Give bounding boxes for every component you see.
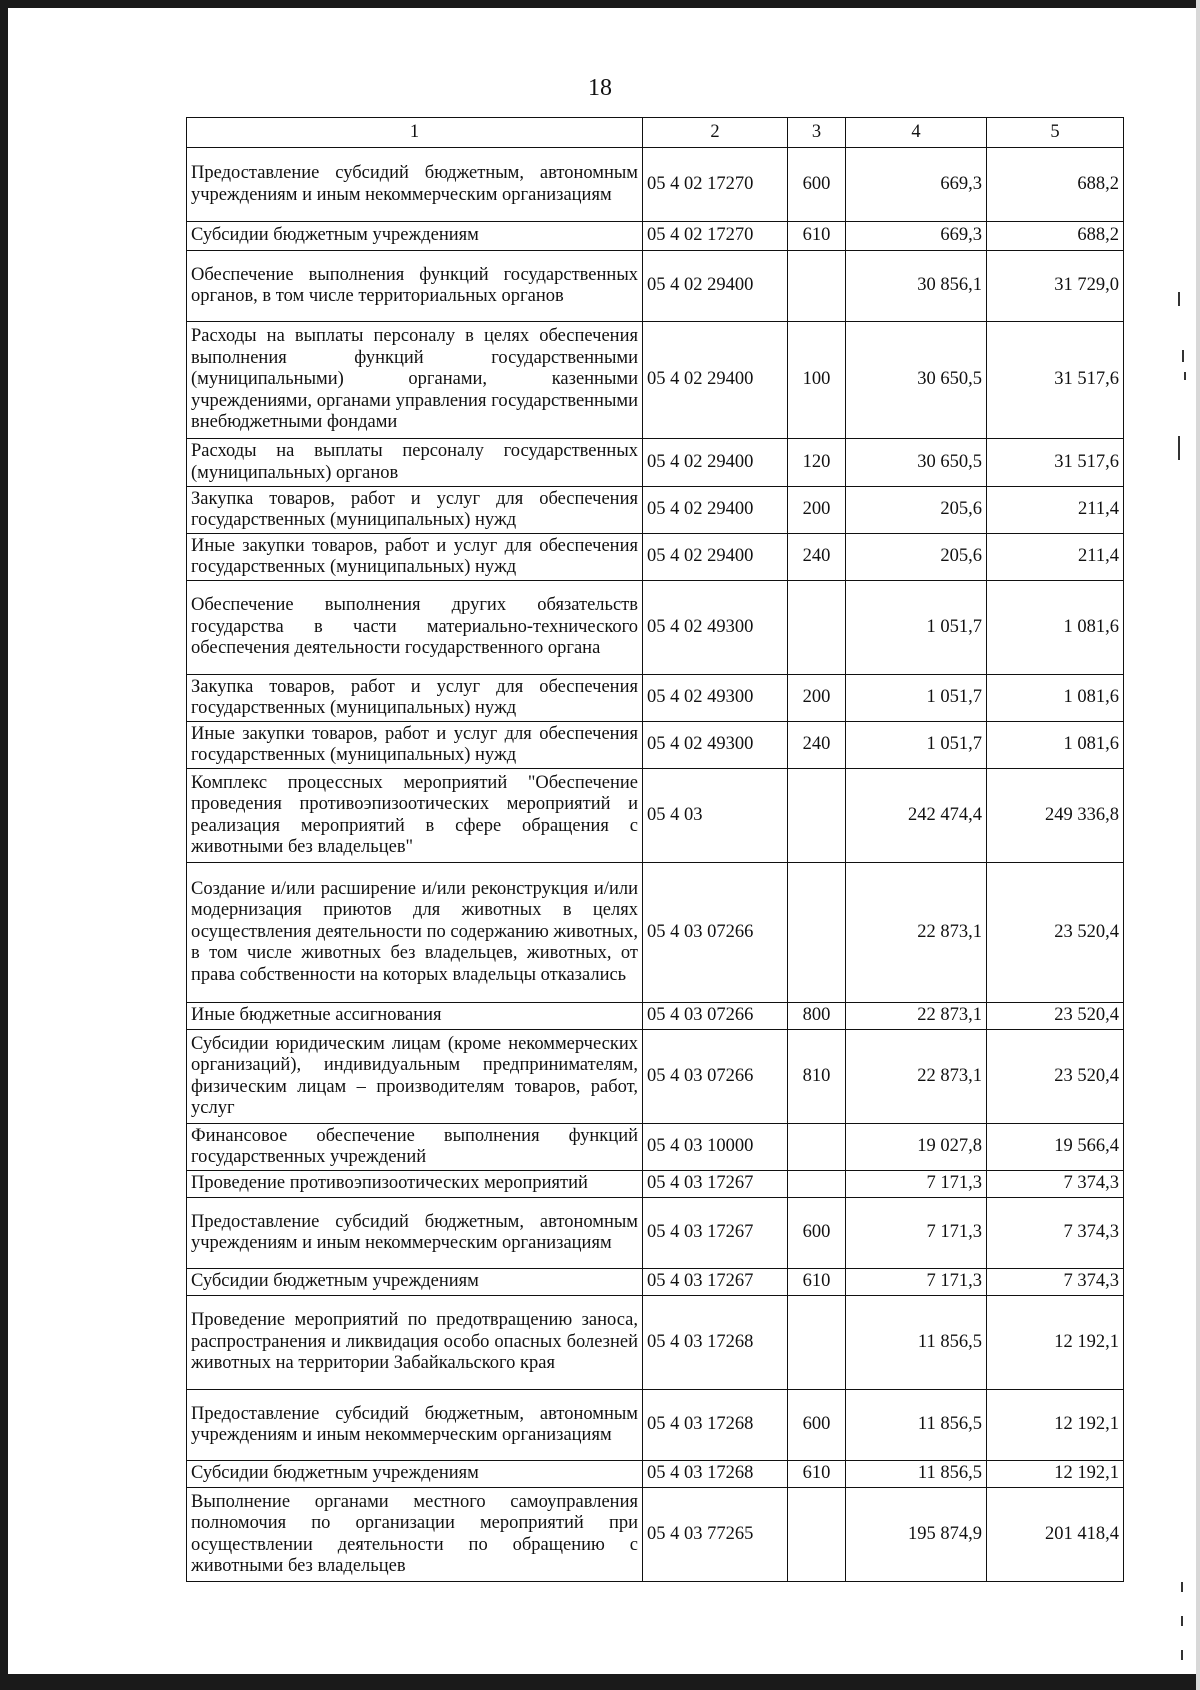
table-row [187,439,1124,487]
row-type-cell [788,1171,846,1198]
table-row [187,1030,1124,1124]
row-value-col5-cell: 7 374,3 [987,1198,1124,1269]
row-value-col4-cell: 1 051,7 [846,722,987,769]
table-row [187,1461,1124,1488]
row-value-col4-cell: 7 171,3 [846,1171,987,1198]
row-value-col5-cell: 23 520,4 [987,863,1124,1003]
table-row [187,1198,1124,1269]
row-value-col5-cell: 23 520,4 [987,1030,1124,1124]
row-value-col4-cell: 669,3 [846,222,987,251]
table-row [187,581,1124,675]
table-row [187,148,1124,222]
row-value-col4-cell: 22 873,1 [846,1030,987,1124]
row-type-cell [788,1124,846,1171]
row-code-cell: 05 4 03 17268 [643,1390,788,1461]
row-name-cell: Расходы на выплаты персоналу государственных (муниципальных) органов [187,439,643,487]
table-row [187,1003,1124,1030]
row-name-cell: Предоставление субсидий бюджетным, автономным учреждениям и иным некоммерческим организациям [187,1198,643,1269]
row-code-cell: 05 4 03 10000 [643,1124,788,1171]
row-code-cell: 05 4 02 17270 [643,222,788,251]
row-name-cell: Расходы на выплаты персоналу в целях обеспечения выполнения функций государственными (муниципальными) органами, казенными учреждениями, органами управления государственными внебюджетными фондами [187,322,643,439]
row-type-cell [788,1296,846,1390]
row-type-cell: 600 [788,1390,846,1461]
row-value-col4-cell: 11 856,5 [846,1390,987,1461]
row-code-cell: 05 4 03 07266 [643,863,788,1003]
table-row [187,534,1124,581]
row-name-cell: Предоставление субсидий бюджетным, автономным учреждениям и иным некоммерческим организациям [187,1390,643,1461]
row-name-cell: Финансовое обеспечение выполнения функций государственных учреждений [187,1124,643,1171]
table-row [187,1390,1124,1461]
row-value-col4-cell: 669,3 [846,148,987,222]
row-value-col4-cell: 205,6 [846,487,987,534]
row-name-cell: Комплекс процессных мероприятий "Обеспечение проведения противоэпизоотических мероприятий и реализация мероприятий в сфере обращения с животными без владельцев" [187,769,643,863]
header-col-3: 3 [788,118,846,148]
row-code-cell: 05 4 02 29400 [643,322,788,439]
row-type-cell: 240 [788,722,846,769]
row-name-cell: Обеспечение выполнения функций государственных органов, в том числе территориальных органов [187,251,643,322]
row-value-col4-cell: 7 171,3 [846,1198,987,1269]
row-type-cell: 610 [788,1461,846,1488]
row-code-cell: 05 4 03 77265 [643,1488,788,1582]
row-code-cell: 05 4 03 07266 [643,1003,788,1030]
row-type-cell: 100 [788,322,846,439]
row-value-col5-cell: 1 081,6 [987,722,1124,769]
row-type-cell [788,251,846,322]
table-row [187,222,1124,251]
scan-border-top [0,0,1200,8]
row-code-cell: 05 4 03 07266 [643,1030,788,1124]
row-value-col4-cell: 30 650,5 [846,322,987,439]
table-header-row [187,118,1124,148]
table-row [187,487,1124,534]
row-value-col5-cell: 12 192,1 [987,1390,1124,1461]
row-type-cell: 610 [788,222,846,251]
scan-mark [1178,292,1180,306]
row-value-col4-cell: 1 051,7 [846,581,987,675]
row-value-col5-cell: 1 081,6 [987,675,1124,722]
row-value-col5-cell: 211,4 [987,534,1124,581]
row-value-col4-cell: 22 873,1 [846,863,987,1003]
header-col-4: 4 [846,118,987,148]
row-type-cell [788,1488,846,1582]
row-type-cell: 200 [788,675,846,722]
row-code-cell: 05 4 03 17267 [643,1198,788,1269]
row-name-cell: Субсидии бюджетным учреждениям [187,1269,643,1296]
row-name-cell: Закупка товаров, работ и услуг для обеспечения государственных (муниципальных) нужд [187,487,643,534]
row-name-cell: Закупка товаров, работ и услуг для обеспечения государственных (муниципальных) нужд [187,675,643,722]
header-col-5: 5 [987,118,1124,148]
row-name-cell: Выполнение органами местного самоуправления полномочия по организации мероприятий при осуществлении деятельности по обращению с животными без владельцев [187,1488,643,1582]
row-code-cell: 05 4 02 29400 [643,534,788,581]
row-type-cell [788,581,846,675]
table-row [187,251,1124,322]
row-code-cell: 05 4 03 [643,769,788,863]
row-name-cell: Проведение мероприятий по предотвращению заноса, распространения и ликвидация особо опасных болезней животных на территории Забайкальского края [187,1296,643,1390]
row-type-cell [788,769,846,863]
table-row [187,863,1124,1003]
row-code-cell: 05 4 02 29400 [643,439,788,487]
header-col-2: 2 [643,118,788,148]
row-value-col4-cell: 242 474,4 [846,769,987,863]
row-type-cell: 120 [788,439,846,487]
budget-table [186,117,1124,1582]
row-value-col4-cell: 30 650,5 [846,439,987,487]
row-type-cell: 200 [788,487,846,534]
row-value-col4-cell: 22 873,1 [846,1003,987,1030]
row-value-col5-cell: 688,2 [987,222,1124,251]
row-code-cell: 05 4 02 49300 [643,581,788,675]
row-value-col4-cell: 11 856,5 [846,1461,987,1488]
table-row [187,1171,1124,1198]
table-row [187,1488,1124,1582]
row-value-col4-cell: 7 171,3 [846,1269,987,1296]
row-value-col5-cell: 31 517,6 [987,439,1124,487]
row-code-cell: 05 4 03 17268 [643,1296,788,1390]
row-value-col5-cell: 7 374,3 [987,1269,1124,1296]
row-code-cell: 05 4 02 49300 [643,675,788,722]
row-value-col5-cell: 1 081,6 [987,581,1124,675]
row-code-cell: 05 4 02 29400 [643,487,788,534]
row-name-cell: Проведение противоэпизоотических мероприятий [187,1171,643,1198]
row-name-cell: Иные закупки товаров, работ и услуг для обеспечения государственных (муниципальных) нужд [187,722,643,769]
row-value-col4-cell: 11 856,5 [846,1296,987,1390]
row-name-cell: Субсидии бюджетным учреждениям [187,1461,643,1488]
row-name-cell: Иные бюджетные ассигнования [187,1003,643,1030]
row-type-cell: 600 [788,148,846,222]
row-value-col5-cell: 12 192,1 [987,1461,1124,1488]
row-value-col5-cell: 31 729,0 [987,251,1124,322]
row-value-col5-cell: 19 566,4 [987,1124,1124,1171]
row-code-cell: 05 4 02 17270 [643,148,788,222]
row-value-col5-cell: 249 336,8 [987,769,1124,863]
page-number: 18 [588,75,612,101]
table-row [187,769,1124,863]
scan-mark [1184,372,1186,380]
row-value-col5-cell: 211,4 [987,487,1124,534]
row-value-col5-cell: 31 517,6 [987,322,1124,439]
header-col-1: 1 [187,118,643,148]
table-row [187,1296,1124,1390]
row-type-cell [788,863,846,1003]
table-row [187,722,1124,769]
scan-mark [1181,1582,1183,1592]
row-type-cell: 240 [788,534,846,581]
row-type-cell: 610 [788,1269,846,1296]
row-name-cell: Обеспечение выполнения других обязательств государства в части материально-технического обеспечения деятельности государственного органа [187,581,643,675]
scan-mark [1178,436,1180,460]
scan-mark [1181,1616,1183,1626]
table-row [187,1269,1124,1296]
row-code-cell: 05 4 02 49300 [643,722,788,769]
row-code-cell: 05 4 03 17267 [643,1171,788,1198]
row-value-col5-cell: 201 418,4 [987,1488,1124,1582]
scan-mark [1182,350,1184,362]
row-name-cell: Субсидии бюджетным учреждениям [187,222,643,251]
row-name-cell: Иные закупки товаров, работ и услуг для обеспечения государственных (муниципальных) нужд [187,534,643,581]
row-type-cell: 600 [788,1198,846,1269]
row-value-col4-cell: 195 874,9 [846,1488,987,1582]
scan-border-bottom [0,1674,1200,1690]
table-row [187,322,1124,439]
table-body [187,148,1124,1582]
row-value-col4-cell: 1 051,7 [846,675,987,722]
row-code-cell: 05 4 02 29400 [643,251,788,322]
row-value-col5-cell: 7 374,3 [987,1171,1124,1198]
row-value-col4-cell: 205,6 [846,534,987,581]
row-value-col4-cell: 19 027,8 [846,1124,987,1171]
row-value-col5-cell: 23 520,4 [987,1003,1124,1030]
row-code-cell: 05 4 03 17267 [643,1269,788,1296]
scan-border-left [0,0,8,1690]
table-row [187,1124,1124,1171]
row-value-col5-cell: 688,2 [987,148,1124,222]
scan-mark [1181,1650,1183,1660]
table-row [187,675,1124,722]
row-name-cell: Создание и/или расширение и/или реконструкция и/или модернизация приютов для животных в целях осуществления деятельности по содержанию животных, в том числе животных без владельцев, животных, от права собственности на которых владельцы отказались [187,863,643,1003]
row-code-cell: 05 4 03 17268 [643,1461,788,1488]
row-value-col5-cell: 12 192,1 [987,1296,1124,1390]
scan-border-right [1196,0,1200,1690]
row-type-cell: 810 [788,1030,846,1124]
row-value-col4-cell: 30 856,1 [846,251,987,322]
row-type-cell: 800 [788,1003,846,1030]
row-name-cell: Субсидии юридическим лицам (кроме некоммерческих организаций), индивидуальным предпринимателям, физическим лицам – производителям товаров, работ, услуг [187,1030,643,1124]
row-name-cell: Предоставление субсидий бюджетным, автономным учреждениям и иным некоммерческим организациям [187,148,643,222]
